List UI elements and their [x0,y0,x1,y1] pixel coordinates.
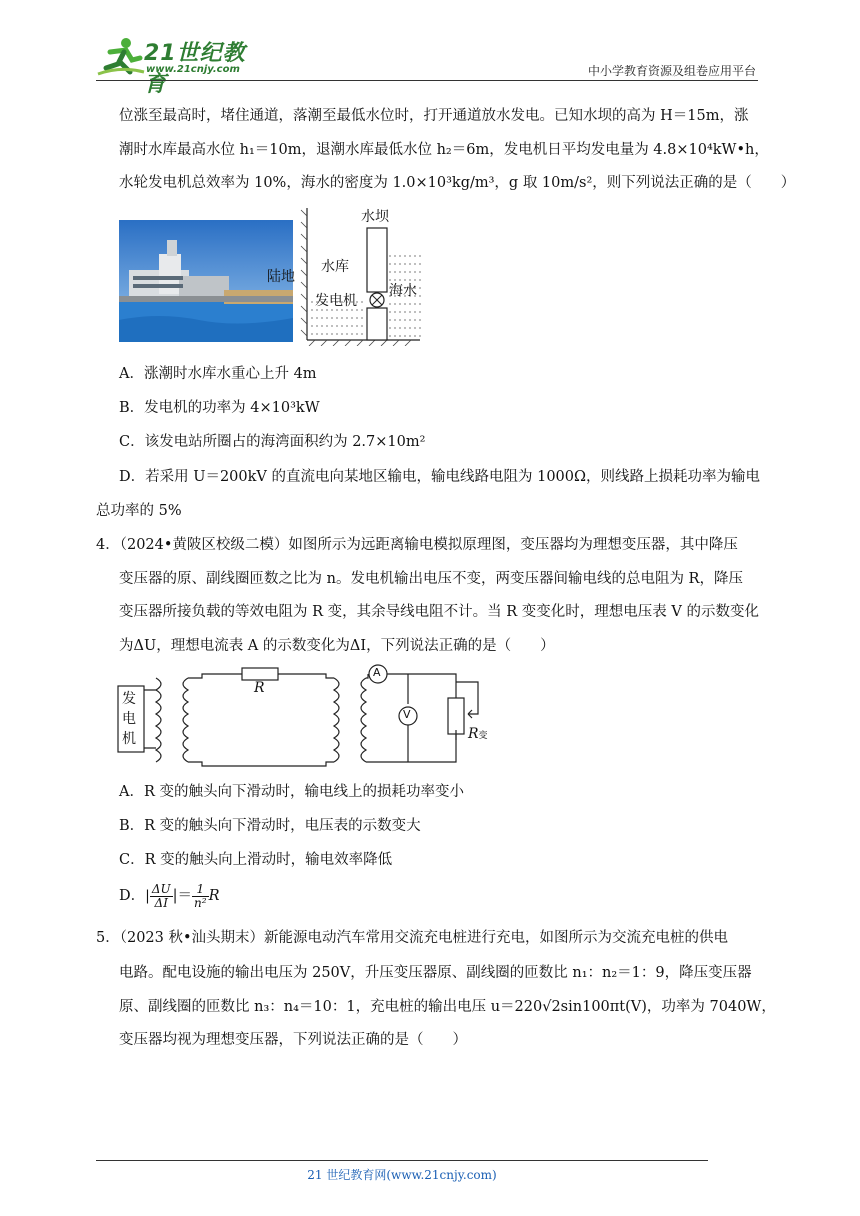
label-reservoir: 水库 [321,259,349,275]
q3-option-b: B．发电机的功率为 4×10³kW [119,400,320,416]
q4-line1: 4．（2024•黄陂区校级二模）如图所示为远距离输电模拟原理图，变压器均为理想变压器，其中降压 [96,537,738,553]
q3-line3: 水轮发电机总效率为 10%，海水的密度为 1.0×10³kg/m³，g 取 10m/s²，则下列说法正确的是（ ） [119,175,796,191]
q3-line1: 位涨至最高时，堵住通道，落潮至最低水位时，打开通道放水发电。已知水坝的高为 H＝15m，涨 [119,108,749,124]
logo [96,36,266,97]
gen-label-1: 发 [122,691,136,707]
footer-text[interactable]: 21 世纪教育网(www.21cnjy.com) [307,1168,497,1182]
platform-name: 中小学教育资源及组卷应用平台 [587,64,756,78]
gen-label-2: 电 [122,711,136,727]
q4-option-b: B．R 变的触头向下滑动时，电压表的示数变大 [119,818,421,834]
frac-one: 1 [192,883,209,897]
gen-label-3: 机 [122,731,136,747]
q4-line2: 变压器的原、副线圈匝数之比为 n。发电机输出电压不变，两变压器间输电线的总电阻为 R，降压 [119,571,743,587]
q4-option-a: A．R 变的触头向下滑动时，输电线上的损耗功率变小 [119,784,464,800]
q3-line2: 潮时水库最高水位 h₁＝10m，退潮水库最低水位 h₂＝6m，发电机日平均发电量为 4.8×10⁴kW•h， [119,142,769,158]
q5-line1: 5．（2023 秋•汕头期末）新能源电动汽车常用交流充电桩进行充电，如图所示为交流充电桩的供电 [96,930,729,946]
q4-option-d-r: R [208,888,220,904]
label-generator: 发电机 [315,293,357,309]
logo-main-text: 21世纪教育 [144,41,246,97]
ammeter-label: A [373,666,381,679]
runner-logo-icon [96,36,146,78]
q4-option-c: C．R 变的触头向上滑动时，输电效率降低 [119,852,393,868]
rvar-subscript: 变 [478,731,488,741]
header-rule [96,80,758,81]
resistor-r-label: R [254,680,265,696]
q4-line4: 为ΔU，理想电流表 A 的示数变化为ΔI，下列说法正确的是（ ） [119,638,555,654]
circuit-svg [112,664,492,772]
q4-option-d-eq: |＝ [172,888,193,904]
q5-line2: 电路。配电设施的输出电压为 250V，升压变压器原、副线圈的匝数比 n₁：n₂＝1：9，降压变压器 [119,965,752,981]
circuit-diagram [112,664,492,772]
q5-line3: 原、副线圈的匝数比 n₃：n₄＝10：1，充电桩的输出电压 u＝220√2sin100πt(V)，功率为 7040W， [119,999,776,1015]
q3-option-c: C．该发电站所圈占的海湾面积约为 2.7×10m² [119,434,426,450]
label-land: 陆地 [267,269,295,285]
q4-option-d-prefix: D． [119,888,146,904]
q3-option-d-line2: 总功率的 5% [96,503,182,519]
delta-u: ΔU [151,881,171,896]
q4-option-d [119,878,220,914]
voltmeter-label: V [403,708,411,721]
logo-url-text: www.21cnjy.com [146,64,240,75]
one-over-n2 [192,883,209,910]
q3-option-a: A．涨潮时水库水重心上升 4m [119,366,317,382]
delta-fraction [150,883,173,910]
label-dam: 水坝 [361,209,389,225]
q5-line4: 变压器均视为理想变压器，下列说法正确的是（ ） [119,1032,467,1048]
rvar-symbol: R [468,726,479,742]
label-sea: 海水 [389,283,417,299]
dam-diagram [265,206,425,346]
frac-n2: n² [194,895,207,910]
footer-rule [96,1160,708,1161]
abs-bar-left: | [145,888,150,904]
delta-i: ΔI [154,895,168,910]
q3-option-d-line1: D．若采用 U＝200kV 的直流电向某地区输电，输电线路电阻为 1000Ω，则线路上损耗功率为输电 [119,469,761,485]
rvar-label [468,726,488,742]
q4-line3: 变压器所接负载的等效电阻为 R 变，其余导线电阻不计。当 R 变变化时，理想电压表 V 的示数变化 [119,604,759,620]
